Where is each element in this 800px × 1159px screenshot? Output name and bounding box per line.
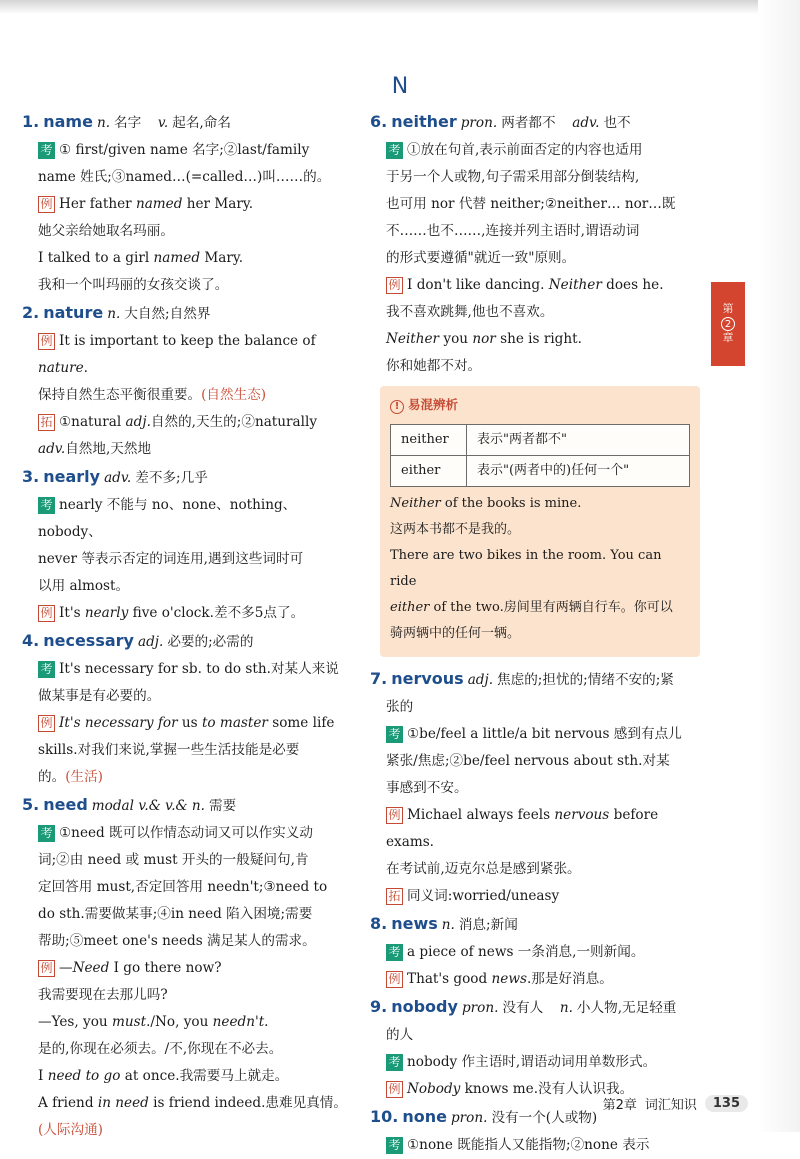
table-row: neither 表示"两者都不" (391, 425, 690, 456)
example-tag: 例 (38, 960, 55, 977)
confusable-title: ! 易混辨析 (390, 392, 690, 418)
left-column (22, 108, 358, 1144)
headword: news (391, 914, 438, 933)
headword: name (43, 112, 93, 131)
exam-tag: 考 (386, 1137, 403, 1154)
entry-nearly: 3. nearly adv. 差不多;几乎 考 nearly 不能与 no、none、nothing、nobody、 never 等表示否定的词连用,遇到这些词时可 以用 almost。 例 It's nearly five o'clock.差不多5点了。 (22, 463, 358, 627)
headword: neither (391, 112, 457, 131)
confusable-words-box: ! 易混辨析 neither 表示"两者都不" either 表示"(两者中的)任何一个" Neither of the books is mine. 这两本书都不是我的。 There are two bikes in the room. You can ride either of the two.房间里有两辆自行车。你可以 骑两辆中的任何一辆。 (380, 386, 700, 657)
compare-table (390, 424, 690, 487)
exam-tag: 考 (386, 142, 403, 159)
footer-chapter: 第2章 (602, 1098, 637, 1113)
example-tag: 例 (386, 277, 403, 294)
headword: nearly (43, 467, 101, 486)
exclamation-icon: ! (390, 400, 404, 414)
headword: nature (43, 303, 104, 322)
example-tag: 例 (38, 715, 55, 732)
page-top-strip (0, 0, 800, 14)
entry-necessary: 4. necessary adj. 必要的;必需的 考 It's necessary for sb. to do sth.对某人来说 做某事是有必要的。 例 It's necessary for us to master some life skills.对我们来说,掌握一些生活技能是必要 的。(生活) (22, 627, 358, 791)
headword: nobody (391, 997, 458, 1016)
right-column (370, 108, 700, 1159)
theme-label: (自然生态) (201, 387, 267, 403)
section-letter: N (391, 74, 409, 99)
page-number: 135 (705, 1095, 748, 1112)
chapter-tab[interactable]: 第 2 章 (711, 282, 745, 366)
example-tag: 例 (38, 333, 55, 350)
exam-tag: 考 (386, 944, 403, 961)
headword: necessary (43, 631, 134, 650)
example-tag: 例 (386, 807, 403, 824)
entry-news: 8. news n. 消息;新闻 考 a piece of news 一条消息,一则新闻。 例 That's good news.那是好消息。 (370, 910, 700, 993)
exam-tag: 考 (386, 1054, 403, 1071)
page-footer (603, 1094, 748, 1113)
entry-nature: 2. nature n. 大自然;自然界 例 It is important to keep the balance of nature. 保持自然生态平衡很重要。(自然生态) 拓 ①natural adj.自然的,天生的;②naturally adv.自然地,天然地 (22, 299, 358, 463)
headword: need (43, 795, 88, 814)
extension-tag: 拓 (38, 414, 55, 431)
theme-label: (生活) (65, 769, 103, 785)
exam-tag: 考 (38, 661, 55, 678)
exam-tag: 考 (38, 497, 55, 514)
exam-tag: 考 (386, 726, 403, 743)
exam-tag: 考 (38, 825, 55, 842)
theme-label: (人际沟通) (38, 1122, 103, 1138)
exam-tag: 考 (38, 142, 55, 159)
example-tag: 例 (386, 1081, 403, 1098)
entry-name: 1. name n. 名字 v. 起名,命名 考 ① first/given name 名字;②last/family name 姓氏;③named…(=called…)叫……的。 例 Her father named her Mary. 她父亲给她取名玛丽。 I talked to a girl named Mary. 我和一个叫玛丽的女孩交谈了。 (22, 108, 358, 299)
headword: none (402, 1107, 447, 1126)
extension-tag: 拓 (386, 888, 403, 905)
entry-neither: 6. neither pron. 两者都不 adv. 也不 考 ①放在句首,表示前面否定的内容也适用 于另一个人或物,句子需采用部分倒装结构, 也可用 nor 代替 neither;②neither… nor…既 不……也不……,连接并列主语时,谓语动词 的形式要遵循"就近一致"原则。 例 I don't like dancing. Neither does he. 我不喜欢跳舞,他也不喜欢。 Neither you nor she is right. 你和她都不对。 (370, 108, 700, 380)
page-fold-shadow (758, 0, 800, 1132)
chapter-number: 2 (721, 317, 735, 331)
entry-need: 5. need modal v.& v.& n. 需要 考 ①need 既可以作情态动词又可以作实义动 词;②由 need 或 must 开头的一般疑问句,肯 定回答用 must,否定回答用 needn't;③need to do sth.需要做某事;④in need 陷入困境;需要 帮助;⑤meet one's needs 满足某人的需求。 例 —Need I go there now? 我需要现在去那儿吗? —Yes, you must./No, you needn't. 是的,你现在必须去。/不,你现在不必去。 I need to go at once.我需要马上就走。 A friend in need is friend indeed.患难见真情。 (人际沟通) (22, 791, 358, 1144)
entry-nobody: 9. nobody pron. 没有人 n. 小人物,无足轻重 的人 考 nobody 作主语时,谓语动词用单数形式。 例 Nobody knows me.没有人认识我。 (370, 993, 700, 1103)
entry-nervous: 7. nervous adj. 焦虑的;担忧的;情绪不安的;紧 张的 考 ①be/feel a little/a bit nervous 感到有点儿 紧张/焦虑;②be/feel nervous about sth.对某 事感到不安。 例 Michael always feels nervous before exams. 在考试前,迈克尔总是感到紧张。 拓 同义词:worried/uneasy (370, 665, 700, 910)
example-tag: 例 (38, 196, 55, 213)
headword: nervous (391, 669, 464, 688)
example-tag: 例 (386, 971, 403, 988)
footer-title: 词汇知识 (644, 1098, 697, 1113)
example-tag: 例 (38, 605, 55, 622)
entry-none: 10. none pron. 没有一个(人或物) 考 ①none 既能指人又能指物;②none 表示 (370, 1103, 700, 1159)
table-row: either 表示"(两者中的)任何一个" (391, 456, 690, 487)
